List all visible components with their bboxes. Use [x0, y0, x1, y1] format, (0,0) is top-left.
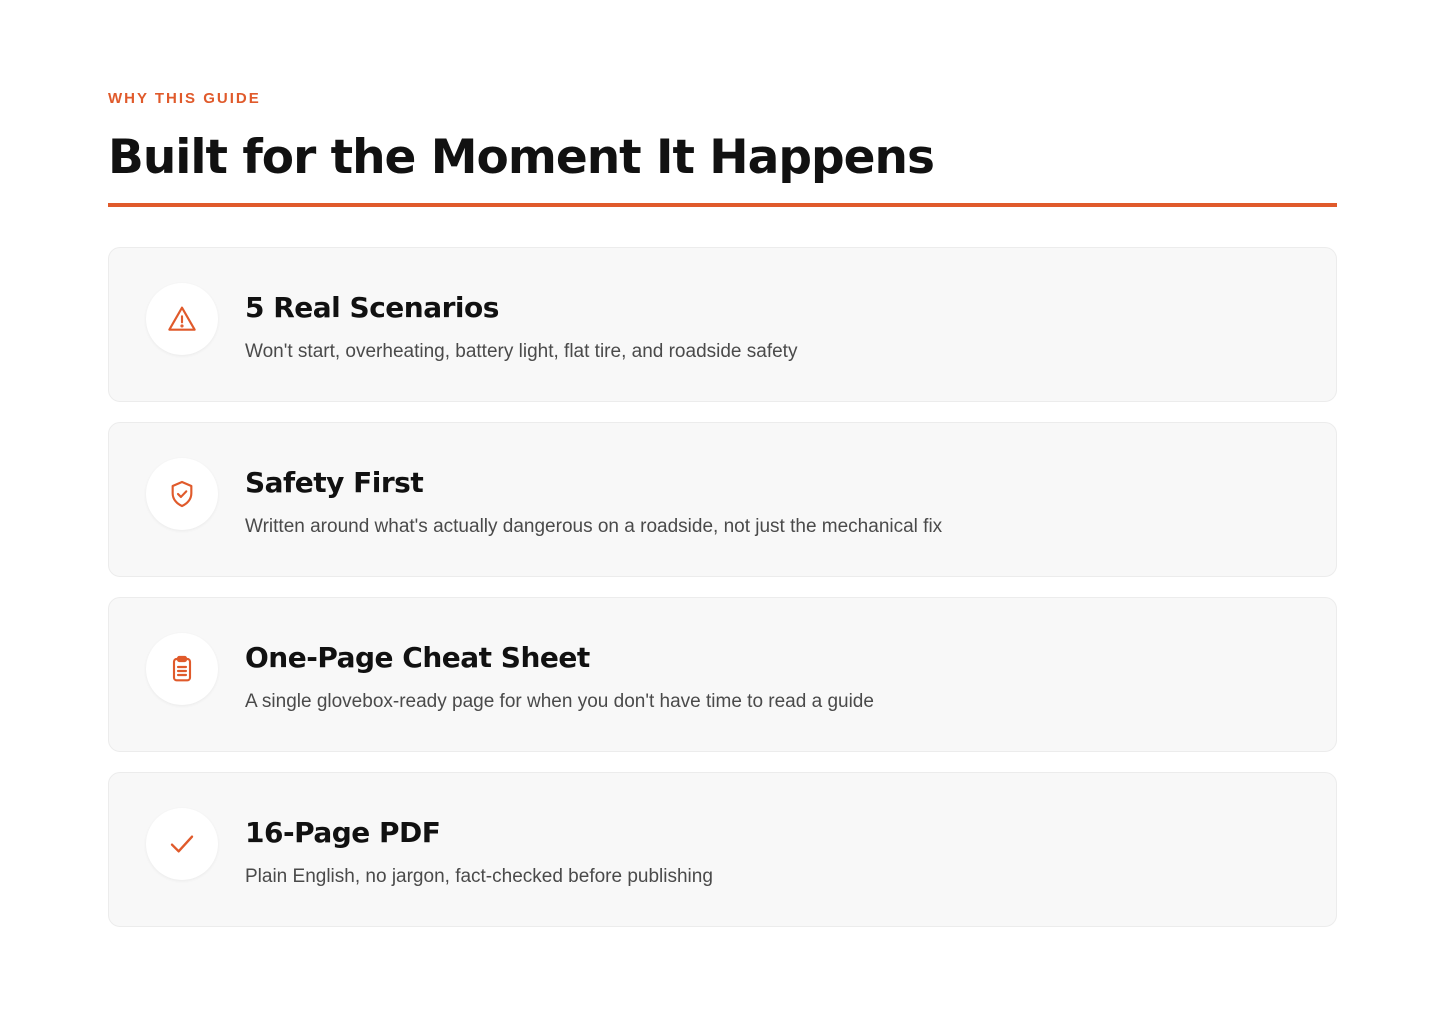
- feature-description: Won't start, overheating, battery light, flat tire, and roadside safety: [245, 341, 798, 362]
- section-eyebrow: WHY THIS GUIDE: [108, 90, 261, 107]
- section-title: Built for the Moment It Happens: [108, 130, 934, 185]
- warning-triangle-icon: [166, 303, 198, 335]
- feature-description: Plain English, no jargon, fact-checked before publishing: [245, 866, 713, 887]
- feature-title: 5 Real Scenarios: [245, 291, 499, 324]
- feature-card-safety: [108, 422, 1337, 577]
- feature-list: [108, 247, 1337, 927]
- title-divider: [108, 203, 1337, 207]
- feature-icon-container: [146, 283, 218, 355]
- why-this-guide-section: [108, 90, 1337, 947]
- feature-icon-container: [146, 808, 218, 880]
- feature-icon-container: [146, 458, 218, 530]
- checkmark-icon: [166, 828, 198, 860]
- clipboard-icon: [166, 653, 198, 685]
- feature-icon-container: [146, 633, 218, 705]
- feature-card-pdf: [108, 772, 1337, 927]
- feature-description: A single glovebox-ready page for when you don't have time to read a guide: [245, 691, 874, 712]
- feature-card-scenarios: [108, 247, 1337, 402]
- feature-title: 16-Page PDF: [245, 816, 441, 849]
- shield-check-icon: [166, 478, 198, 510]
- feature-title: One-Page Cheat Sheet: [245, 641, 590, 674]
- feature-card-cheat-sheet: [108, 597, 1337, 752]
- feature-title: Safety First: [245, 466, 424, 499]
- feature-description: Written around what's actually dangerous on a roadside, not just the mechanical fix: [245, 516, 943, 537]
